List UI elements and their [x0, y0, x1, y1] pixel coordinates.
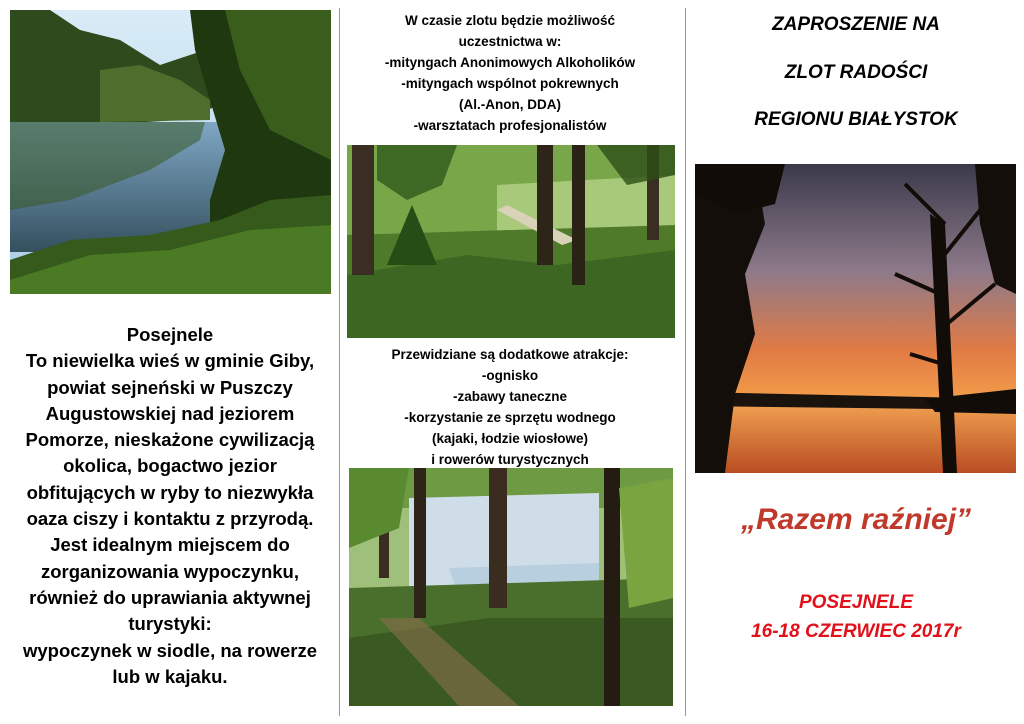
- event-date: 16-18 CZERWIEC 2017r: [751, 621, 961, 642]
- fold-divider-left: [339, 8, 340, 716]
- meetings-line: uczestnictwa w:: [458, 34, 562, 49]
- meetings-line: (Al.-Anon, DDA): [459, 97, 561, 112]
- description-line: wypoczynek w siodle, na rowerze: [22, 639, 318, 661]
- description-line: lub w kajaku.: [112, 665, 228, 687]
- description-line: turystyki:: [128, 613, 212, 635]
- attractions-line: Przewidziane są dodatkowe atrakcje:: [391, 347, 629, 362]
- meetings-line: -mityngach Anonimowych Alkoholików: [384, 55, 636, 70]
- meetings-info: [346, 10, 674, 136]
- motto: „Razem raźniej”: [740, 503, 972, 536]
- description-line: zorganizowania wypoczynku,: [40, 560, 299, 582]
- description-line: To niewielka wieś w gminie Giby,: [25, 350, 315, 372]
- attractions-line: -zabawy taneczne: [452, 389, 568, 404]
- description-line: również do uprawiania aktywnej: [29, 586, 311, 608]
- invitation-title-line: ZAPROSZENIE NA: [772, 14, 940, 35]
- description-line: obfitujących w ryby to niezwykła: [26, 481, 314, 503]
- description-line: Pomorze, nieskażone cywilizacją: [25, 429, 315, 451]
- attractions-line: (kajaki, łodzie wiosłowe): [431, 431, 589, 446]
- description-line: Augustowskiej nad jeziorem: [45, 402, 295, 424]
- meetings-line: -warsztatach profesjonalistów: [413, 118, 607, 133]
- invitation-title-line: ZLOT RADOŚCI: [784, 62, 928, 83]
- village-heading: Posejnele: [126, 324, 214, 345]
- description-line: powiat sejneński w Puszczy: [47, 376, 293, 398]
- meetings-line: -mityngach wspólnot pokrewnych: [401, 76, 619, 91]
- sunset-lake-photo: [695, 164, 1016, 473]
- fold-divider-right: [685, 8, 686, 716]
- invitation-title-line: REGIONU BIAŁYSTOK: [754, 109, 958, 130]
- village-description: [10, 322, 330, 690]
- description-line: okolica, bogactwo jezior: [63, 455, 277, 477]
- description-line: Jest idealnym miejscem do: [50, 534, 290, 556]
- attractions-line: -ognisko: [481, 368, 539, 383]
- attractions-info: [346, 344, 674, 470]
- attractions-line: i rowerów turystycznych: [431, 452, 589, 467]
- meetings-line: W czasie zlotu będzie możliwość: [404, 13, 616, 28]
- description-line: oaza ciszy i kontaktu z przyrodą.: [26, 508, 314, 530]
- event-place: POSEJNELE: [798, 592, 914, 613]
- forest-path-photo: [347, 145, 675, 338]
- lake-photo: [10, 10, 331, 294]
- lakeshore-trees-photo: [349, 468, 673, 706]
- attractions-line: -korzystanie ze sprzętu wodnego: [404, 410, 616, 425]
